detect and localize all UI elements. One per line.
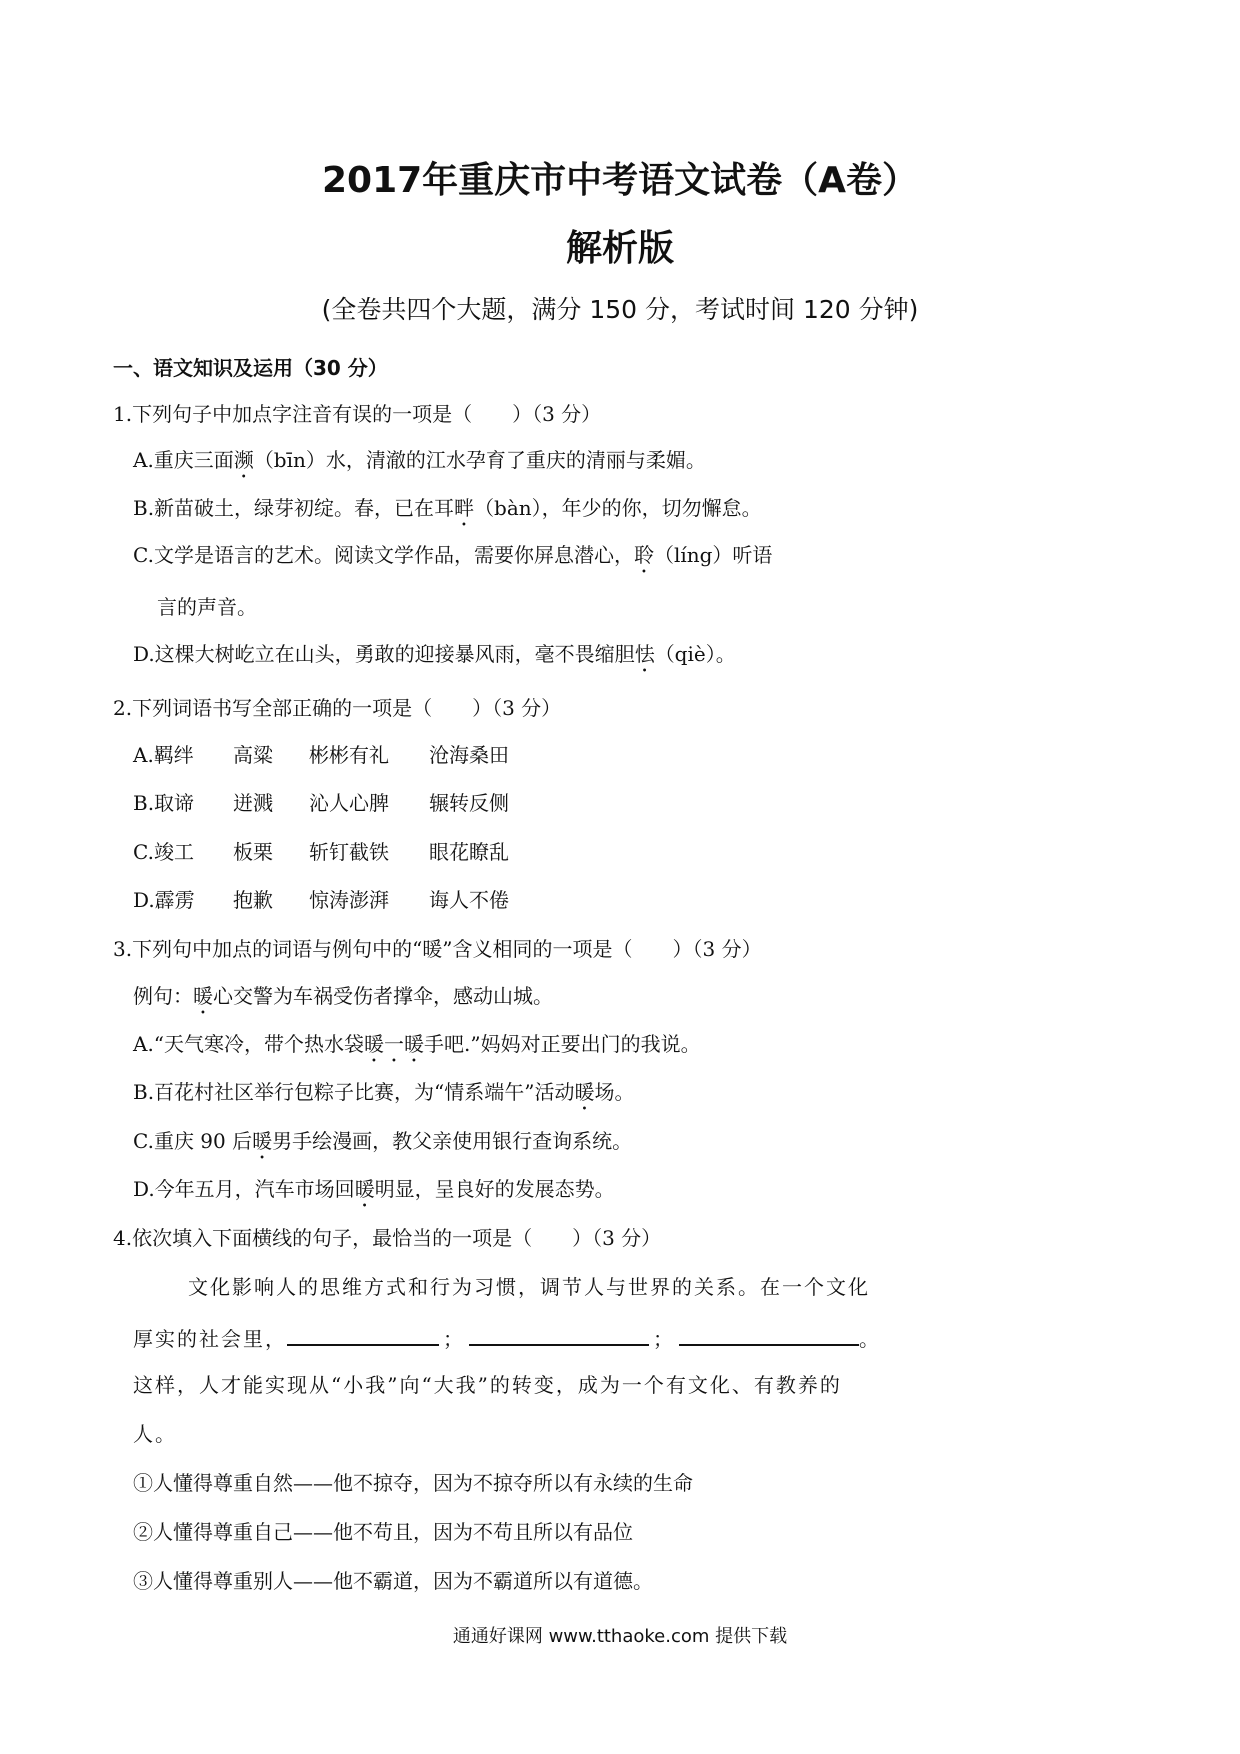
answer-blank-2 [469,1322,649,1346]
question-1-option-a: A.重庆三面濒（bīn）水，清澈的江水孕育了重庆的清丽与柔媚。 [133,448,706,472]
question-1-stem: 1.下列句子中加点字注音有误的一项是（ ）（3 分） [113,402,602,426]
question-3-option-c: C.重庆 90 后暖男手绘漫画，教父亲使用银行查询系统。 [133,1129,633,1153]
question-3-example: 例句：暖心交警为车祸受伤者撑伞，感动山城。 [133,984,553,1008]
question-1-option-d: D.这棵大树屹立在山头，勇敢的迎接暴风雨，毫不畏缩胆怯（qiè）。 [133,642,736,666]
question-4-item-1: ①人懂得尊重自然——他不掠夺，因为不掠夺所以有永续的生命 [133,1471,693,1495]
question-2-stem: 2.下列词语书写全部正确的一项是（ ）（3 分） [113,696,562,720]
question-3-stem: 3.下列句中加点的词语与例句中的“暖”含义相同的一项是（ ）（3 分） [113,937,762,961]
document-subtitle: 解析版 [565,228,674,269]
document-title: 2017年重庆市中考语文试卷（A卷） [321,160,919,201]
question-1-option-c-continued: 言的声音。 [157,595,257,619]
answer-blank-3 [679,1322,859,1346]
question-2-option-b: B.取谛 迸溅 沁人心脾 辗转反侧 [133,791,509,815]
question-3-option-b: B.百花村社区举行包粽子比赛，为“情系端午”活动暖场。 [133,1080,635,1104]
answer-blank-1 [287,1322,439,1346]
exam-info: (全卷共四个大题，满分 150 分，考试时间 120 分钟) [321,295,919,324]
question-1-option-c: C.文学是语言的艺术。阅读文学作品，需要你屏息潜心，聆（líng）听语 [133,543,773,567]
page-footer: 通通好课网 www.tthaoke.com 提供下载 [452,1626,788,1647]
question-4-item-3: ③人懂得尊重别人——他不霸道，因为不霸道所以有道德。 [133,1569,653,1593]
question-4-passage-line-3: 这样，人才能实现从“小我”向“大我”的转变，成为一个有文化、有教养的 [133,1373,842,1397]
question-2-option-a: A.羁绊 高粱 彬彬有礼 沧海桑田 [133,743,509,767]
question-4-passage-line-1: 文化影响人的思维方式和行为习惯，调节人与世界的关系。在一个文化 [188,1275,870,1299]
question-2-option-d: D.霹雳 抱歉 惊涛澎湃 诲人不倦 [133,888,509,912]
question-4-passage-line-4: 人。 [133,1422,177,1446]
question-1-option-b: B.新苗破土，绿芽初绽。春，已在耳畔（bàn），年少的你，切勿懈怠。 [133,496,762,520]
question-4-item-2: ②人懂得尊重自己——他不苟且，因为不苟且所以有品位 [133,1520,633,1544]
question-4-passage-line-2: 厚实的社会里， ； ； 。 [133,1322,881,1353]
question-4-stem: 4.依次填入下面横线的句子，最恰当的一项是（ ）（3 分） [113,1226,662,1250]
question-2-option-c: C.竣工 板栗 斩钉截铁 眼花瞭乱 [133,840,509,864]
question-3-option-d: D.今年五月，汽车市场回暖明显，呈良好的发展态势。 [133,1177,615,1201]
section-heading: 一、语文知识及运用（30 分） [113,356,388,380]
question-3-option-a: A.“天气寒冷，带个热水袋暖一暖手吧.”妈妈对正要出门的我说。 [133,1032,701,1056]
